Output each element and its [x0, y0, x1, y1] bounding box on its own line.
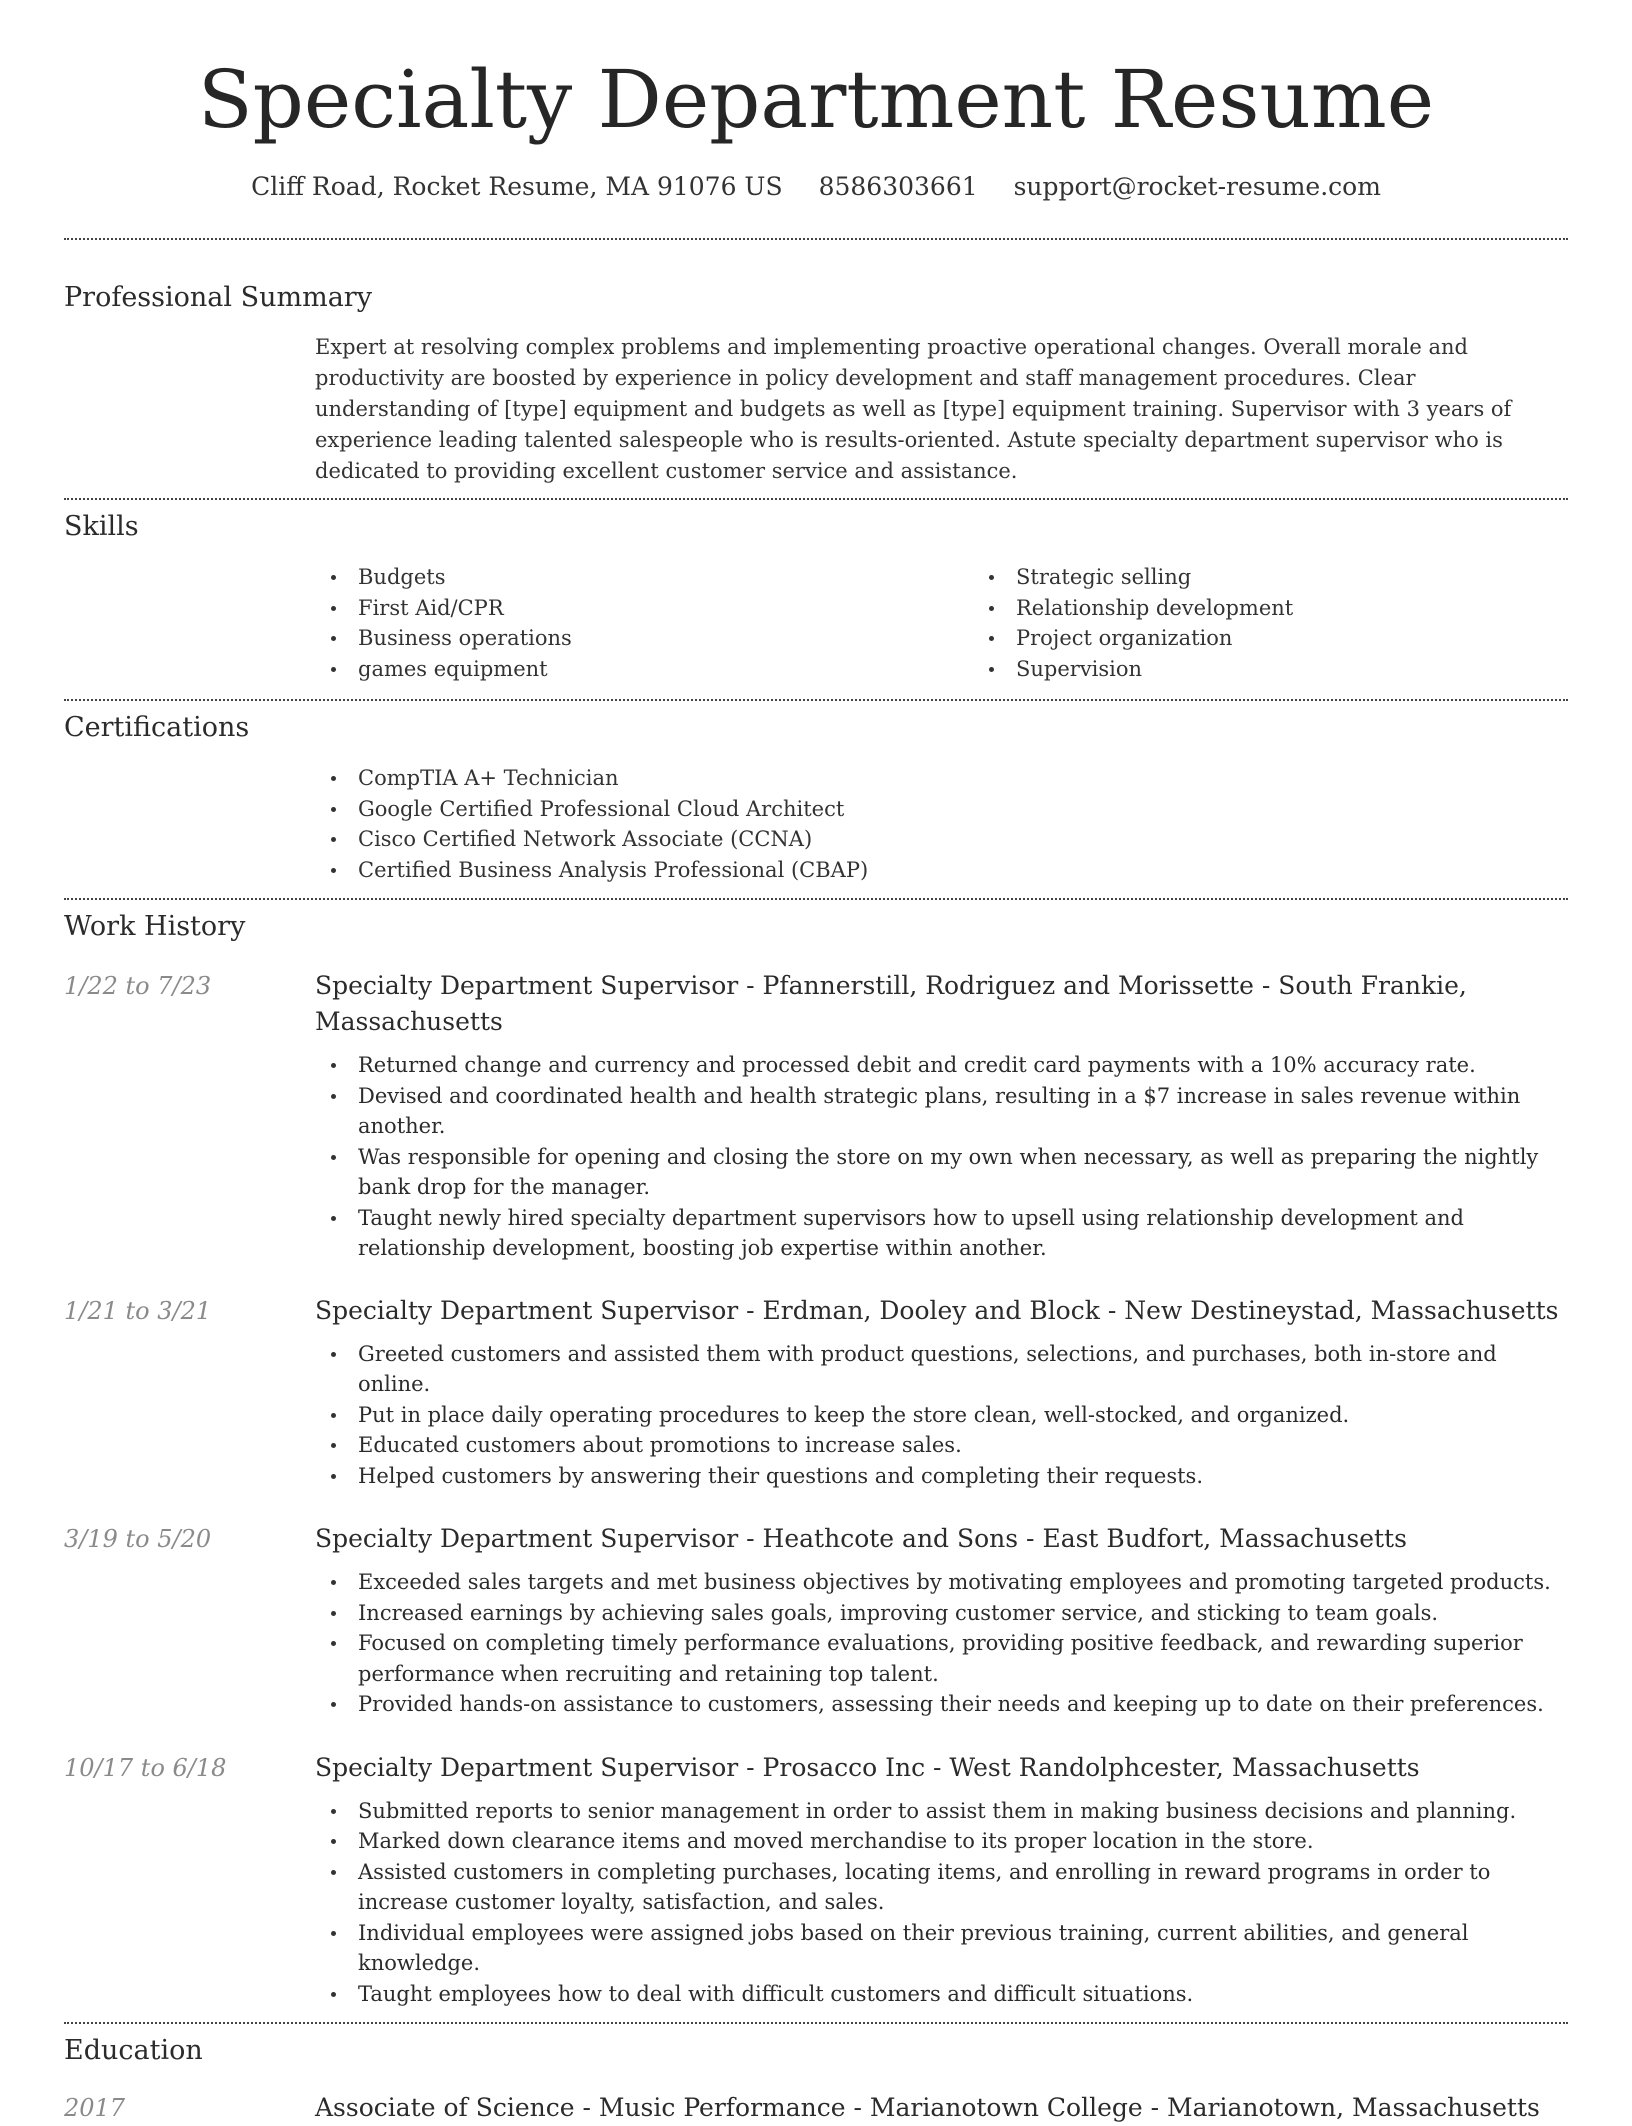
job-bullet: Increased earnings by achieving sales goals, improving customer service, and sticking to team goals.	[358, 1598, 1568, 1629]
job-bullet: Devised and coordinated health and health strategic plans, resulting in a $7 increase in sales revenue within another.	[358, 1081, 1568, 1142]
skill-item: First Aid/CPR	[358, 593, 973, 624]
job-bullet: Taught employees how to deal with difficult customers and difficult situations.	[358, 1979, 1568, 2010]
education-entry	[64, 2090, 1568, 2126]
job-heading: Specialty Department Supervisor - Prosacco Inc - West Randolphcester, Massachusetts	[315, 1752, 1420, 1782]
skill-item: Supervision	[1016, 654, 1631, 685]
summary-body	[315, 332, 1568, 487]
summary-heading: Professional Summary	[64, 282, 372, 313]
skills-columns	[315, 562, 1568, 684]
job-bullet: Individual employees were assigned jobs based on their previous training, current abilities, and general knowledge.	[358, 1918, 1568, 1979]
certifications-body	[315, 763, 1568, 885]
job-bullet: Focused on completing timely performance evaluations, providing positive feedback, and rewarding superior performance when recruiting and retaining top talent.	[358, 1628, 1568, 1689]
job-heading: Specialty Department Supervisor - Erdman, Dooley and Block - New Destineystad, Massachusetts	[315, 1295, 1559, 1325]
skill-item: Relationship development	[1016, 593, 1631, 624]
resume-header	[64, 0, 1568, 202]
job-bullets	[315, 1050, 1568, 1264]
certifications-heading: Certifications	[64, 712, 250, 743]
job-bullets	[315, 1567, 1568, 1720]
job-bullet: Marked down clearance items and moved merchandise to its proper location in the store.	[358, 1826, 1568, 1857]
job-entry	[64, 1521, 1568, 1720]
skills-list-left	[315, 562, 973, 684]
summary-text: Expert at resolving complex problems and implementing proactive operational changes. Overall morale and productivity are boosted by experience in policy development and staff management procedures. Clear understanding of [type] equipment and budgets as well as [type] equipment training. Supervisor with 3 years of experience leading talented salespeople who is results-oriented. Astute specialty department supervisor who is dedicated to providing excellent customer service and assistance.	[315, 335, 1512, 483]
job-dates: 1/22 to 7/23	[64, 972, 212, 1000]
job-details	[315, 1521, 1568, 1720]
skill-item: Project organization	[1016, 623, 1631, 654]
job-bullets	[315, 1796, 1568, 2010]
job-dates: 1/21 to 3/21	[64, 1296, 212, 1325]
certification-item: Certified Business Analysis Professional (CBAP)	[358, 855, 1568, 886]
job-bullet: Assisted customers in completing purchases, locating items, and enrolling in reward programs in order to increase customer loyalty, satisfaction, and sales.	[358, 1857, 1568, 1918]
job-details	[315, 1293, 1568, 1492]
work-history-heading: Work History	[64, 911, 246, 942]
contact-line	[64, 172, 1568, 202]
education-section	[64, 2024, 1568, 2126]
skills-body	[315, 562, 1568, 684]
skills-heading: Skills	[64, 511, 139, 542]
job-details	[315, 968, 1568, 1264]
job-bullet: Exceeded sales targets and met business objectives by motivating employees and promoting targeted products.	[358, 1567, 1568, 1598]
contact-email[interactable]: support@rocket-resume.com	[1013, 172, 1381, 201]
certification-item: Cisco Certified Network Associate (CCNA)	[358, 824, 1568, 855]
job-bullet: Taught newly hired specialty department supervisors how to upsell using relationship development and relationship development, boosting job expertise within another.	[358, 1203, 1568, 1264]
job-bullet: Helped customers by answering their questions and completing their requests.	[358, 1461, 1568, 1492]
education-heading-text: Associate of Science - Music Performance - Marianotown College - Marianotown, Massachusetts	[315, 2093, 1540, 2122]
job-heading: Specialty Department Supervisor - Heathcote and Sons - East Budfort, Massachusetts	[315, 1524, 1407, 1553]
skill-item: Business operations	[358, 623, 973, 654]
job-bullet: Educated customers about promotions to increase sales.	[358, 1430, 1568, 1461]
job-entry	[64, 1293, 1568, 1492]
job-bullets	[315, 1339, 1568, 1492]
certifications-list	[315, 763, 1568, 885]
certifications-section	[64, 701, 1568, 885]
job-bullet: Returned change and currency and processed debit and credit card payments with a 10% accuracy rate.	[358, 1050, 1568, 1081]
education-date: 2017	[64, 2094, 126, 2122]
contact-phone: 8586303661	[818, 172, 978, 201]
job-dates: 10/17 to 6/18	[64, 1753, 227, 1782]
job-dates: 3/19 to 5/20	[64, 1525, 212, 1553]
job-bullet: Submitted reports to senior management in order to assist them in making business decisions and planning.	[358, 1796, 1568, 1827]
job-heading: Specialty Department Supervisor - Pfannerstill, Rodriguez and Morissette - South Frankie, Massachusetts	[315, 971, 1467, 1036]
job-bullet: Greeted customers and assisted them with product questions, selections, and purchases, both in-store and online.	[358, 1339, 1568, 1400]
work-history-section	[64, 900, 1568, 2009]
education-heading: Education	[64, 2035, 203, 2066]
contact-address: Cliff Road, Rocket Resume, MA 91076 US	[251, 172, 783, 201]
summary-section	[64, 240, 1568, 487]
certification-item: Google Certified Professional Cloud Architect	[358, 794, 1568, 825]
skills-list-right	[973, 562, 1631, 684]
skill-item: games equipment	[358, 654, 973, 685]
job-entry	[64, 1750, 1568, 2010]
job-entry	[64, 968, 1568, 1264]
certification-item: CompTIA A+ Technician	[358, 763, 1568, 794]
education-details	[315, 2090, 1568, 2126]
resume-title: Specialty Department Resume	[197, 53, 1435, 146]
skills-section	[64, 500, 1568, 684]
skill-item: Strategic selling	[1016, 562, 1631, 593]
job-bullet: Was responsible for opening and closing the store on my own when necessary, as well as preparing the nightly bank drop for the manager.	[358, 1142, 1568, 1203]
job-bullet: Put in place daily operating procedures to keep the store clean, well-stocked, and organized.	[358, 1400, 1568, 1431]
resume-page	[64, 0, 1568, 2126]
skill-item: Budgets	[358, 562, 973, 593]
job-details	[315, 1750, 1568, 2010]
job-bullet: Provided hands-on assistance to customers, assessing their needs and keeping up to date on their preferences.	[358, 1689, 1568, 1720]
